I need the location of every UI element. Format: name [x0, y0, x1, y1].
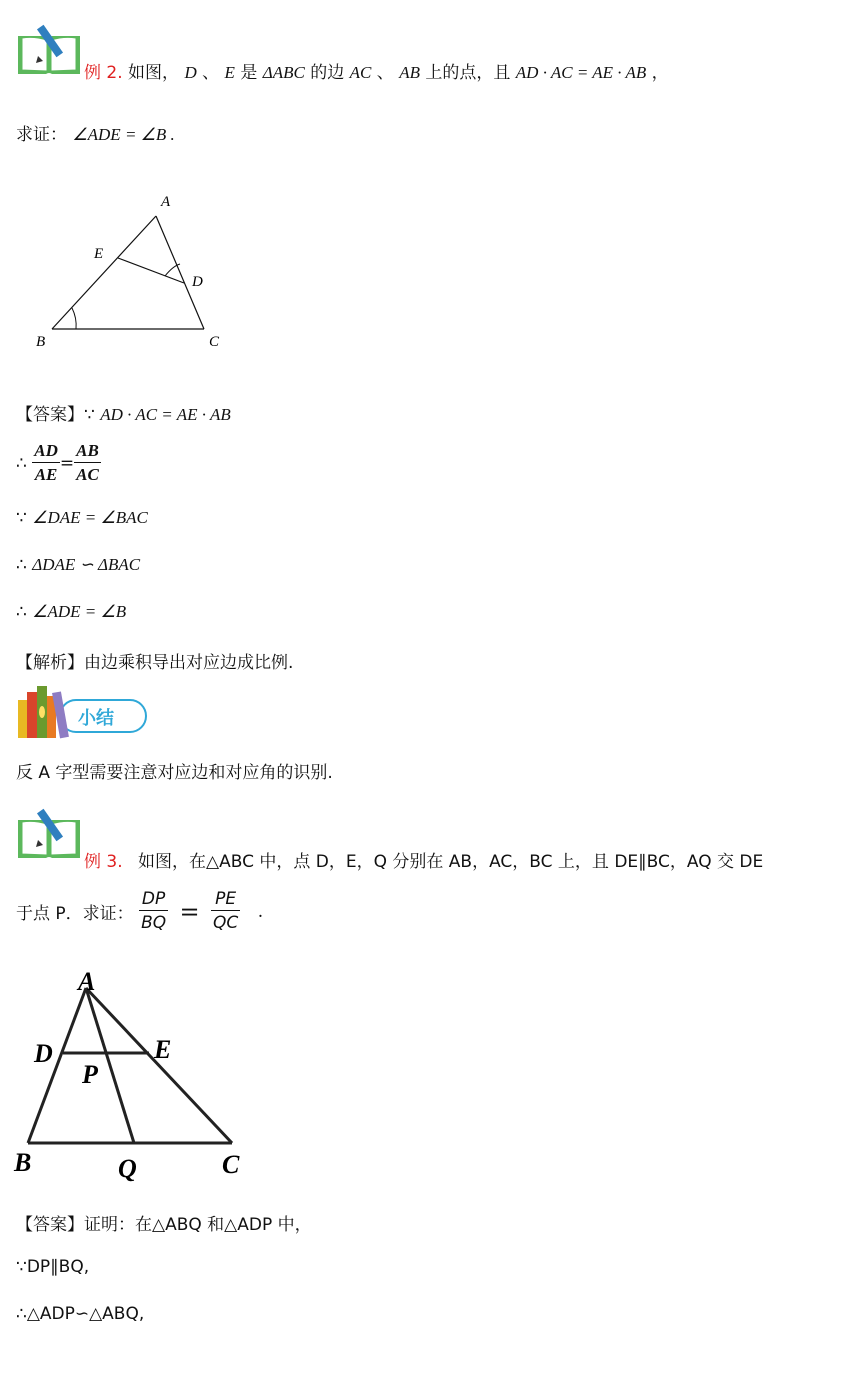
- answer-2-line-5: ∴ ∠ADE = ∠B: [16, 602, 127, 622]
- fraction-pe-qc: $\frac{PE}{QC}$: [213, 889, 239, 933]
- figure-3-triangle: [10, 968, 260, 1186]
- summary-badge-label: 小结: [78, 708, 114, 729]
- example-2-statement: 例 2. 如图， D 、 E 是 ΔABC 的边 AC 、 AB 上的点，且 AD · AC = AE · AB ，: [84, 63, 669, 83]
- fig3-label-a: A: [78, 968, 96, 996]
- fig3-label-q: Q: [118, 1154, 137, 1183]
- fraction-ad-ae: $\frac{AD}{AE}$: [34, 441, 58, 484]
- fig2-label-b: B: [36, 334, 46, 350]
- example-2-prove: 求证： ∠ADE = ∠B .: [16, 125, 175, 145]
- answer-2-line-2: ∴ $\frac{AD}{AE}$ = $\frac{AB}{AC}$: [16, 440, 101, 487]
- answer-3-line-3: ∴△ADP∽△ABQ,: [16, 1304, 145, 1324]
- fig2-label-a: A: [161, 194, 171, 210]
- fig3-label-d: D: [34, 1039, 53, 1068]
- fig2-label-e: E: [94, 246, 104, 262]
- answer-2-line-1: 【答案】∵ AD · AC = AE · AB: [16, 405, 231, 425]
- fig3-label-b: B: [14, 1148, 32, 1177]
- fig2-label-c: C: [209, 334, 220, 350]
- answer-3-line-1: 【答案】证明：在△ABQ 和△ADP 中，: [16, 1215, 312, 1235]
- answer-2-line-4: ∴ ΔDAE ∽ ΔBAC: [16, 555, 141, 575]
- answer-2-line-3: ∵ ∠DAE = ∠BAC: [16, 508, 148, 528]
- summary-text: 反 A 字型需要注意对应边和对应角的识别.: [16, 763, 333, 783]
- example-3-statement-line-1: 例 3. 如图，在△ABC 中，点 D，E，Q 分别在 AB，AC，BC 上，且 DE∥BC，AQ 交 DE: [84, 852, 764, 872]
- fig2-label-d: D: [192, 274, 203, 290]
- fig3-label-p: P: [82, 1060, 98, 1089]
- example-2-label: 例 2.: [84, 63, 123, 83]
- answer-3-line-2: ∵DP∥BQ,: [16, 1257, 90, 1277]
- example-3-label: 例 3.: [84, 852, 123, 872]
- summary-badge: [16, 686, 151, 742]
- answer-2-analysis: 【解析】由边乘积导出对应边成比例.: [16, 653, 294, 673]
- example-3-statement-line-2: 于点 P．求证： $\frac{DP}{BQ}$ = $\frac{PE}{QC}$ .: [16, 889, 264, 933]
- fraction-dp-bq: $\frac{DP}{BQ}$: [141, 889, 167, 933]
- fraction-ab-ac: $\frac{AB}{AC}$: [76, 441, 99, 484]
- example-3-icon: [16, 806, 82, 862]
- fig3-label-c: C: [222, 1150, 240, 1179]
- fig3-label-e: E: [154, 1035, 172, 1064]
- example-2-icon: [16, 22, 82, 78]
- figure-2-triangle: [30, 188, 230, 358]
